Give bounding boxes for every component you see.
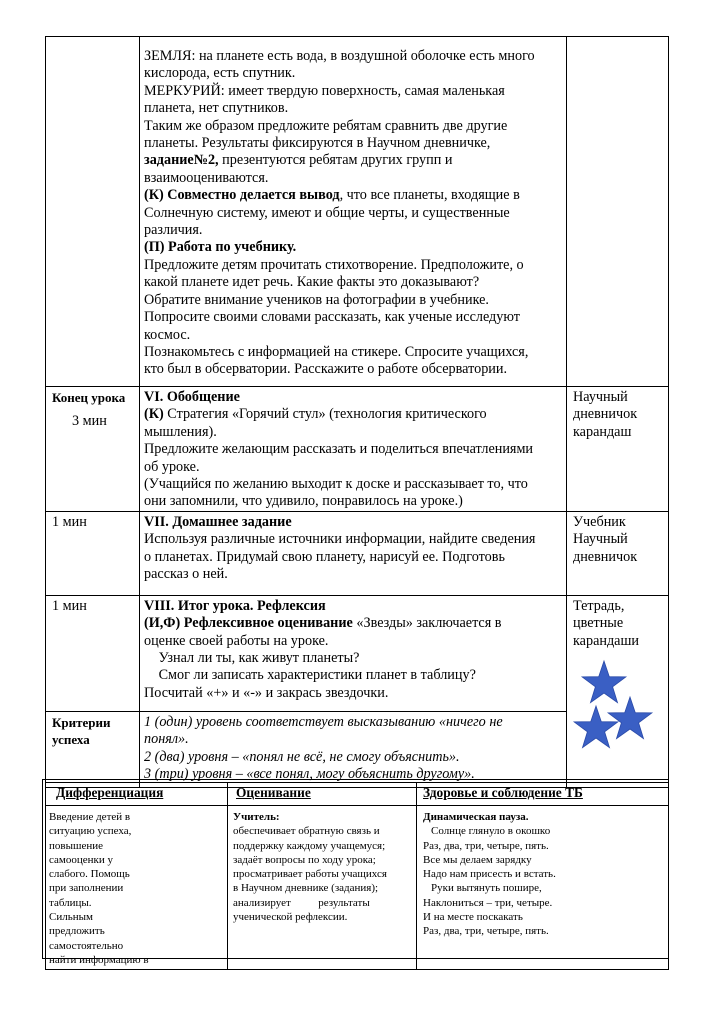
question-line: Узнал ли ты, как живут планеты?: [144, 650, 345, 667]
poem-line: Наклониться – три, четыре.: [423, 896, 553, 909]
time-cell: [46, 37, 140, 387]
text-line: какой планете идет речь. Какие факты это доказывают?: [144, 274, 480, 291]
table-row: [46, 387, 669, 512]
differentiation-cell: [46, 806, 228, 970]
text-line: взаимооцениваются.: [144, 169, 269, 186]
criteria-line: 1 (один) уровень соответствует высказыванию «ничего не: [144, 713, 503, 730]
text-line: планета, нет спутников.: [144, 100, 289, 117]
text-line: о планетах. Придумай свою планету, нарисуй ее. Подготовь: [144, 548, 505, 565]
text-line: мышления).: [144, 423, 217, 440]
task-number: задание№2,: [144, 152, 219, 169]
resources-cell: [567, 387, 669, 512]
bottom-table: [45, 782, 669, 970]
text-line: Предложите детям прочитать стихотворение. Предположите, о: [144, 256, 524, 273]
text-line: в Научном дневнике (задания);: [233, 882, 379, 895]
table-row: [46, 595, 669, 711]
stage-label: Конец урока: [52, 390, 126, 405]
text-line: анализирует результаты: [233, 896, 370, 909]
header-differentiation: Дифференциация: [46, 783, 228, 806]
text-line: обеспечивает обратную связь и: [233, 825, 380, 838]
section-heading: VIII. Итог урока. Рефлексия: [144, 597, 326, 614]
conclusion-line: [144, 187, 562, 204]
time-cell: [46, 387, 140, 512]
text-line: кислорода, есть спутник.: [144, 65, 296, 82]
question-line: Смог ли записать характеристики планет в таблицу?: [144, 667, 462, 684]
text-line: самооценки у: [49, 853, 113, 866]
text-line: просматривает работы учащихся: [233, 868, 387, 881]
text-line: Используя различные источники информации, найдите сведения: [144, 531, 536, 548]
table-header-row: [46, 783, 669, 806]
duration: 1 мин: [52, 597, 87, 614]
section-heading: VII. Домашнее задание: [144, 513, 292, 530]
assessment-title: Учитель:: [233, 811, 280, 823]
time-cell: [46, 511, 140, 595]
resource-item: дневничок: [573, 548, 638, 565]
text-line: предложить: [49, 925, 105, 938]
criteria-label: Критерии: [52, 714, 111, 730]
text-line: повышение: [49, 839, 103, 852]
text-line: различия.: [144, 222, 203, 239]
activity-cell: [140, 387, 567, 512]
text-line: ЗЕМЛЯ: на планете есть вода, в воздушной оболочке есть много: [144, 48, 535, 64]
resource-item: Научный: [573, 531, 628, 548]
criteria-label-cell: [46, 711, 140, 787]
section-heading: VI. Обобщение: [144, 389, 240, 405]
text-line: Посчитай «+» и «-» и закрась звездочки.: [144, 684, 389, 701]
text-line: найти информацию в: [49, 953, 149, 966]
table-row: [46, 37, 669, 387]
poem-line: Все мы делаем зарядку: [423, 853, 532, 866]
text-line: Предложите желающим рассказать и поделиться впечатлениями: [144, 441, 534, 458]
assessment-cell: [228, 806, 417, 970]
reflection-line: [144, 615, 562, 632]
resource-item: карандаши: [573, 632, 639, 649]
strategy-tag: (К): [144, 406, 164, 423]
duration: 3 мин: [72, 413, 107, 430]
duration: 1 мин: [52, 513, 87, 530]
task-line: [144, 152, 562, 169]
poem-line: И на месте поскакать: [423, 911, 523, 924]
text-line: ученической рефлексии.: [233, 911, 348, 924]
lesson-table: [45, 36, 669, 788]
criteria-cell: [140, 711, 567, 787]
time-cell: [46, 595, 140, 711]
resource-item: дневничок: [573, 406, 638, 423]
text-line: Обратите внимание учеников на фотографии в учебнике.: [144, 291, 489, 308]
resource-item: Учебник: [573, 513, 626, 530]
strategy-text: Стратегия «Горячий стул» (технология критического: [163, 406, 487, 423]
text-line: космос.: [144, 326, 191, 343]
text-line: МЕРКУРИЙ: имеет твердую поверхность, самая маленькая: [144, 82, 505, 99]
text-line: ситуацию успеха,: [49, 825, 132, 838]
activity-cell: [140, 511, 567, 595]
conclusion-text: , что все планеты, входящие в: [339, 187, 520, 204]
header-health: Здоровье и соблюдение ТБ: [417, 783, 669, 806]
text-line: планеты. Результаты фиксируются в Научном дневничке,: [144, 135, 491, 152]
task-text: презентуются ребятам других групп и: [218, 152, 453, 169]
text-line: самостоятельно: [49, 939, 124, 952]
poem-line: Руки вытянуть пошире,: [431, 882, 542, 895]
text-line: при заполнении: [49, 882, 124, 895]
text-line: слабого. Помощь: [49, 868, 130, 881]
text-line: Сильным: [49, 911, 93, 924]
strategy-line: [144, 406, 562, 423]
criteria-line: понял».: [144, 731, 189, 748]
poem-line: Надо нам присесть и встать.: [423, 868, 556, 881]
resources-cell: [567, 37, 669, 387]
text-line: Солнечную систему, имеют и общие черты, и существенные: [144, 204, 510, 221]
resources-cell: [567, 511, 669, 595]
criteria-line: 2 (два) уровня – «понял не всё, не смогу объяснить».: [144, 748, 460, 765]
text-line: кто был в обсерватории. Расскажите о работе обсерватории.: [144, 361, 508, 378]
criteria-line: 3 (три) уровня – «все понял, могу объяснить другому».: [144, 766, 475, 783]
activity-cell: [140, 595, 567, 711]
table-row: [46, 511, 669, 595]
text-line: Введение детей в: [49, 811, 131, 823]
text-line: (Учащийся по желанию выходит к доске и рассказывает то, что: [144, 476, 528, 493]
health-title: Динамическая пауза.: [423, 811, 529, 823]
resources-cell: [567, 595, 669, 787]
poem-line: Раз, два, три, четыре, пять.: [423, 925, 549, 938]
resource-item: Тетрадь,: [573, 597, 625, 614]
reflection-bold: (И,Ф) Рефлексивное оценивание: [144, 615, 353, 632]
text-line: таблицы.: [49, 896, 92, 909]
conclusion-bold: (К) Совместно делается вывод: [144, 187, 340, 204]
text-line: Таким же образом предложите ребятам сравнить две другие: [144, 117, 508, 134]
table-row: [46, 806, 669, 970]
text-line: рассказ о ней.: [144, 566, 228, 583]
text-line: поддержку каждому учащемуся;: [233, 839, 386, 852]
resource-item: Научный: [573, 389, 628, 405]
text-line: задаёт вопросы по ходу урока;: [233, 853, 376, 866]
text-line: оценке своей работы на уроке.: [144, 632, 329, 649]
poem-line: Солнце глянуло в окошко: [431, 825, 551, 838]
resource-item: цветные: [573, 615, 624, 632]
reflection-text: «Звезды» заключается в: [352, 615, 502, 632]
criteria-label: успеха: [52, 732, 90, 748]
header-assessment: Оценивание: [228, 783, 417, 806]
text-line: Познакомьтесь с информацией на стикере. Спросите учащихся,: [144, 343, 529, 360]
text-line: они запомнили, что удивило, понравилось на уроке.): [144, 493, 463, 510]
poem-line: Раз, два, три, четыре, пять.: [423, 839, 549, 852]
resource-item: карандаш: [573, 423, 632, 440]
health-cell: [417, 806, 669, 970]
text-line: Попросите своими словами рассказать, как ученые исследуют: [144, 309, 520, 326]
activity-cell: [140, 37, 567, 387]
textbook-heading: (П) Работа по учебнику.: [144, 239, 297, 256]
text-line: об уроке.: [144, 458, 200, 475]
